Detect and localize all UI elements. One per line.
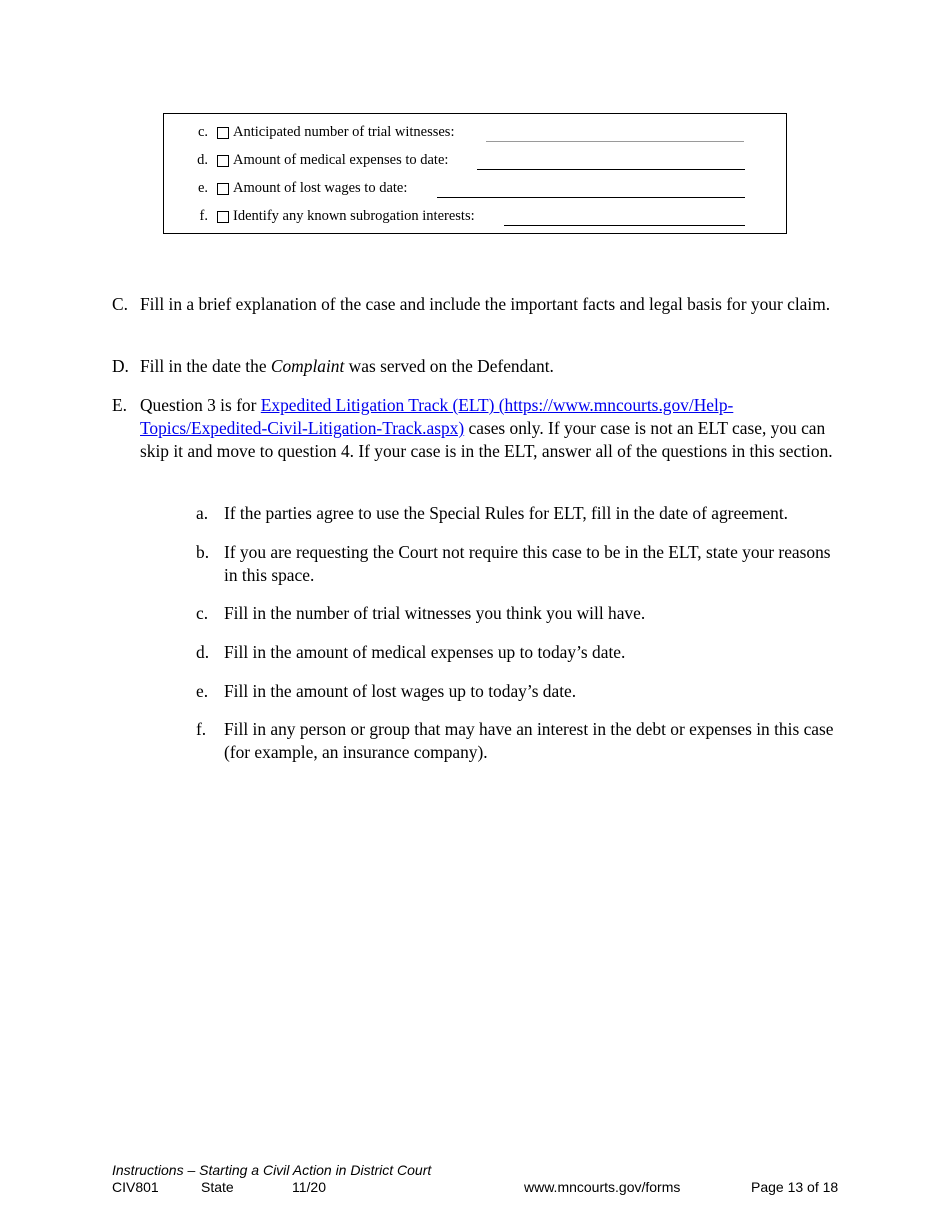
text-segment: cases only. If your case is not an ELT case, you can skip it and move to question 4. If your case is in the ELT, answer all of the questions in this section.: [140, 418, 833, 461]
sub-item-c: [196, 602, 836, 625]
text-segment: Question 3 is for: [140, 395, 261, 415]
text-segment: was served on the Defendant.: [344, 356, 554, 376]
text-segment: Fill in the date the: [140, 356, 271, 376]
sub-item-letter: e.: [196, 681, 209, 701]
form-row-label: Amount of medical expenses to date:: [233, 152, 449, 168]
complaint-emphasis: Complaint: [270, 356, 345, 376]
sub-item-e: [196, 680, 836, 703]
elt-link[interactable]: Expedited Litigation Track (ELT) (https://www.mncourts.gov/Help-Topics/Expedited-Civil-Litigation-Track.aspx): [140, 395, 734, 438]
sub-item-a: [196, 502, 836, 525]
checkbox: [217, 155, 229, 167]
footer-page-number: Page 13 of 18: [751, 1179, 839, 1195]
sub-item-text: Fill in the amount of lost wages up to today’s date.: [224, 681, 577, 701]
form-row-letter: f.: [199, 208, 208, 224]
form-row-subrogation: [164, 208, 786, 228]
sub-item-text: Fill in the amount of medical expenses up to today’s date.: [224, 642, 626, 662]
checkbox: [217, 183, 229, 195]
form-excerpt-box: [163, 113, 787, 234]
instruction-letter: C.: [112, 294, 128, 314]
instruction-text: [140, 355, 837, 378]
footer-revision: 11/20: [292, 1179, 326, 1195]
form-answer-line: [504, 225, 745, 226]
form-row-letter: e.: [197, 180, 208, 196]
form-row-letter: d.: [197, 152, 208, 168]
footer-title: Instructions – Starting a Civil Action in District Court: [112, 1162, 432, 1178]
instruction-c: [112, 293, 837, 316]
form-answer-line: [477, 169, 745, 170]
sub-item-letter: d.: [196, 642, 210, 662]
sub-item-text: Fill in any person or group that may have an interest in the debt or expenses in this case (for example, an insurance company).: [224, 719, 834, 762]
footer-website: www.mncourts.gov/forms: [524, 1179, 681, 1195]
form-answer-line: [437, 197, 745, 198]
sub-item-letter: a.: [196, 503, 209, 523]
instruction-letter: E.: [112, 395, 127, 415]
sub-item-letter: b.: [196, 542, 210, 562]
form-row-label: Amount of lost wages to date:: [233, 180, 408, 196]
sub-item-letter: f.: [196, 719, 207, 739]
form-row-lost-wages: [164, 180, 786, 200]
form-answer-line: [486, 141, 744, 142]
instruction-text: Fill in a brief explanation of the case and include the important facts and legal basis for your claim.: [140, 294, 831, 314]
instruction-e: [112, 394, 837, 463]
sub-item-text: If you are requesting the Court not require this case to be in the ELT, state your reasons in this space.: [224, 542, 831, 585]
sub-item-b: [196, 541, 836, 587]
footer-jurisdiction: State: [201, 1179, 234, 1195]
footer-form-number: CIV801: [112, 1179, 159, 1195]
form-row-label: Identify any known subrogation interests:: [233, 208, 475, 224]
instruction-d: [112, 355, 837, 378]
instruction-text: [140, 394, 837, 463]
sub-item-text: If the parties agree to use the Special Rules for ELT, fill in the date of agreement.: [224, 503, 789, 523]
sub-item-text: Fill in the number of trial witnesses you think you will have.: [224, 603, 646, 623]
form-row-medical-expenses: [164, 152, 786, 172]
checkbox: [217, 127, 229, 139]
form-row-letter: c.: [197, 124, 208, 140]
form-row-label: Anticipated number of trial witnesses:: [233, 124, 455, 140]
sub-item-letter: c.: [196, 603, 209, 623]
sub-item-f: [196, 718, 836, 764]
checkbox: [217, 211, 229, 223]
form-row-trial-witnesses: [164, 124, 786, 144]
sub-item-d: [196, 641, 836, 664]
instruction-letter: D.: [112, 356, 129, 376]
